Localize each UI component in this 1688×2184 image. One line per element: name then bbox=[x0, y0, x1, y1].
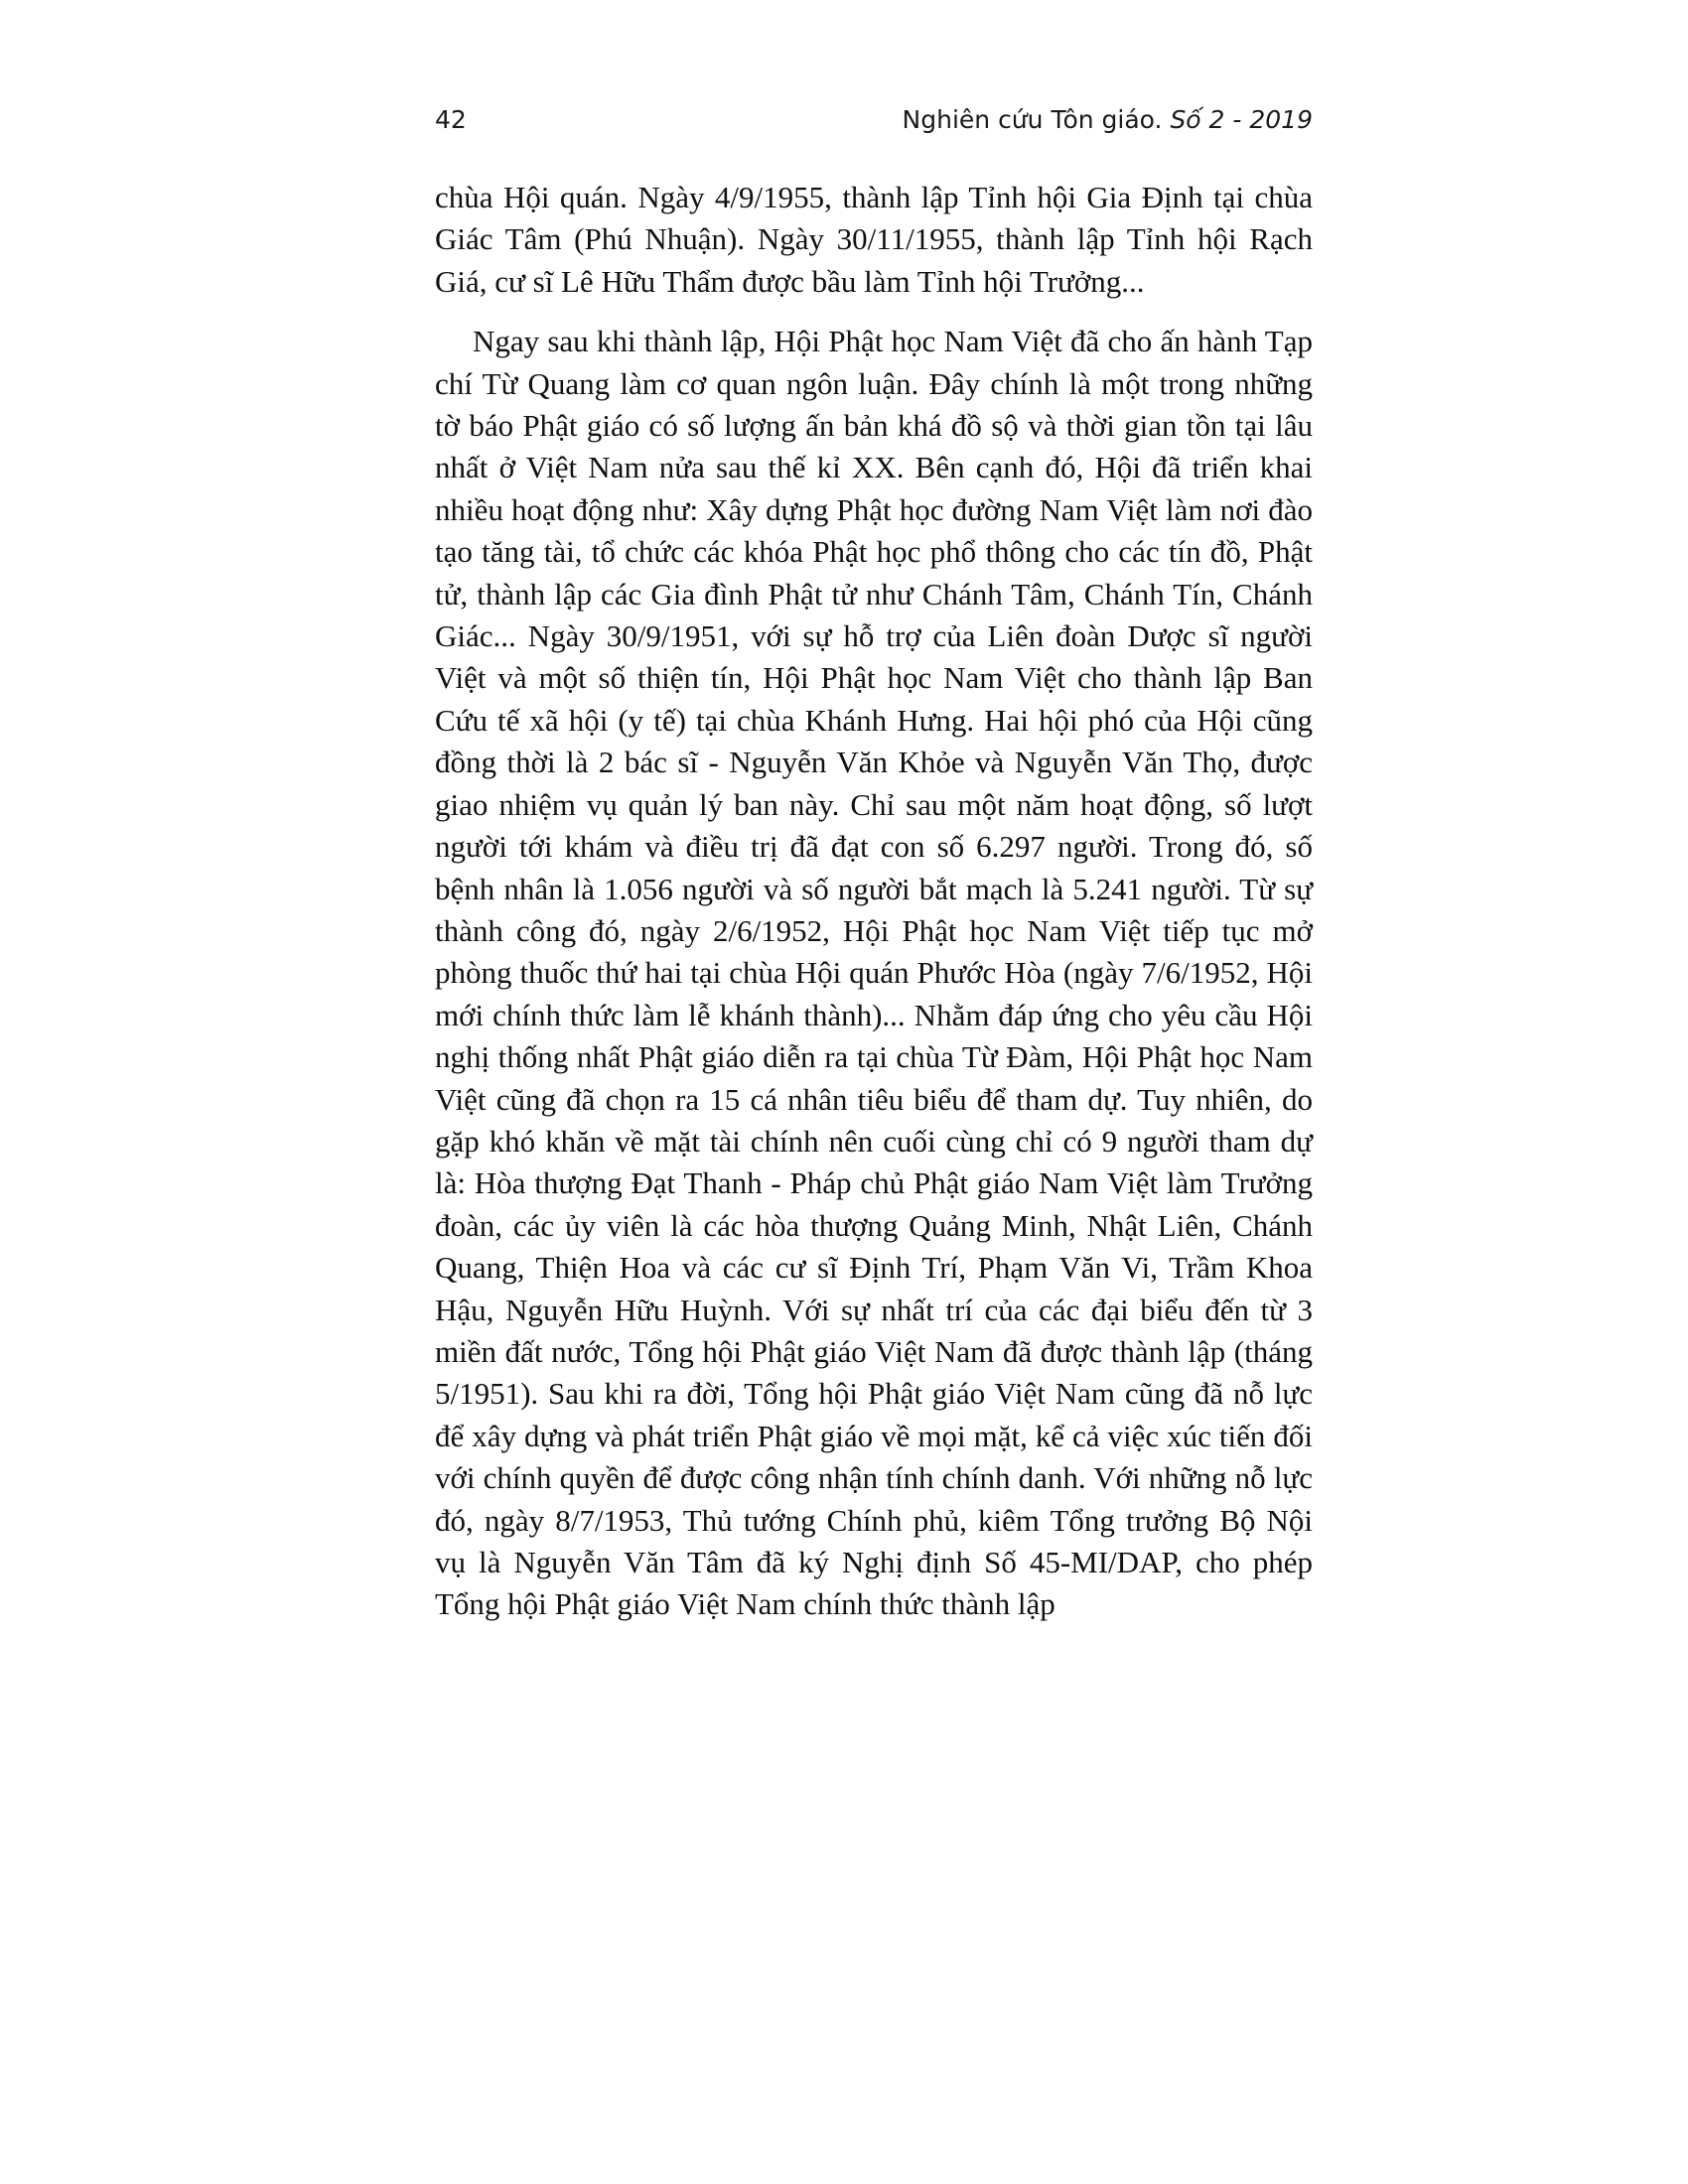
body-text bbox=[435, 177, 1313, 1626]
journal-issue: Số 2 - 2019 bbox=[1170, 105, 1313, 134]
page-number: 42 bbox=[435, 105, 467, 134]
paragraph: Ngay sau khi thành lập, Hội Phật học Nam Việt đã cho ấn hành Tạp chí Từ Quang làm cơ quan ngôn luận. Đây chính là một trong những tờ báo Phật giáo có số lượng ấn bản khá đồ sộ và thời gian tồn tại lâu nhất ở Việt Nam nửa sau thế kỉ XX. Bên cạnh đó, Hội đã triển khai nhiều hoạt động như: Xây dựng Phật học đường Nam Việt làm nơi đào tạo tăng tài, tổ chức các khóa Phật học phổ thông cho các tín đồ, Phật tử, thành lập các Gia đình Phật tử như Chánh Tâm, Chánh Tín, Chánh Giác... Ngày 30/9/1951, với sự hỗ trợ của Liên đoàn Dược sĩ người Việt và một số thiện tín, Hội Phật học Nam Việt cho thành lập Ban Cứu tế xã hội (y tế) tại chùa Khánh Hưng. Hai hội phó của Hội cũng đồng thời là 2 bác sĩ - Nguyễn Văn Khỏe và Nguyễn Văn Thọ, được giao nhiệm vụ quản lý ban này. Chỉ sau một năm hoạt động, số lượt người tới khám và điều trị đã đạt con số 6.297 người. Trong đó, số bệnh nhân là 1.056 người và số người bắt mạch là 5.241 người. Từ sự thành công đó, ngày 2/6/1952, Hội Phật học Nam Việt tiếp tục mở phòng thuốc thứ hai tại chùa Hội quán Phước Hòa (ngày 7/6/1952, Hội mới chính thức làm lễ khánh thành)... Nhằm đáp ứng cho yêu cầu Hội nghị thống nhất Phật giáo diễn ra tại chùa Từ Đàm, Hội Phật học Nam Việt cũng đã chọn ra 15 cá nhân tiêu biểu để tham dự. Tuy nhiên, do gặp khó khăn về mặt tài chính nên cuối cùng chỉ có 9 người tham dự là: Hòa thượng Đạt Thanh - Pháp chủ Phật giáo Nam Việt làm Trưởng đoàn, các ủy viên là các hòa thượng Quảng Minh, Nhật Liên, Chánh Quang, Thiện Hoa và các cư sĩ Định Trí, Phạm Văn Vi, Trầm Khoa Hậu, Nguyễn Hữu Huỳnh. Với sự nhất trí của các đại biểu đến từ 3 miền đất nước, Tổng hội Phật giáo Việt Nam đã được thành lập (tháng 5/1951). Sau khi ra đời, Tổng hội Phật giáo Việt Nam cũng đã nỗ lực để xây dựng và phát triển Phật giáo về mọi mặt, kể cả việc xúc tiến đối với chính quyền để được công nhận tính chính danh. Với những nỗ lực đó, ngày 8/7/1953, Thủ tướng Chính phủ, kiêm Tổng trưởng Bộ Nội vụ là Nguyễn Văn Tâm đã ký Nghị định Số 45-MI/DAP, cho phép Tổng hội Phật giáo Việt Nam chính thức thành lập bbox=[435, 324, 1313, 1622]
journal-citation bbox=[903, 105, 1313, 134]
paragraph-continuation: chùa Hội quán. Ngày 4/9/1955, thành lập Tỉnh hội Gia Định tại chùa Giác Tâm (Phú Nhuận). Ngày 30/11/1955, thành lập Tỉnh hội Rạch Giá, cư sĩ Lê Hữu Thẩm được bầu làm Tỉnh hội Trưởng... bbox=[435, 180, 1313, 299]
running-header bbox=[435, 105, 1313, 145]
journal-title: Nghiên cứu Tôn giáo. bbox=[902, 105, 1163, 134]
